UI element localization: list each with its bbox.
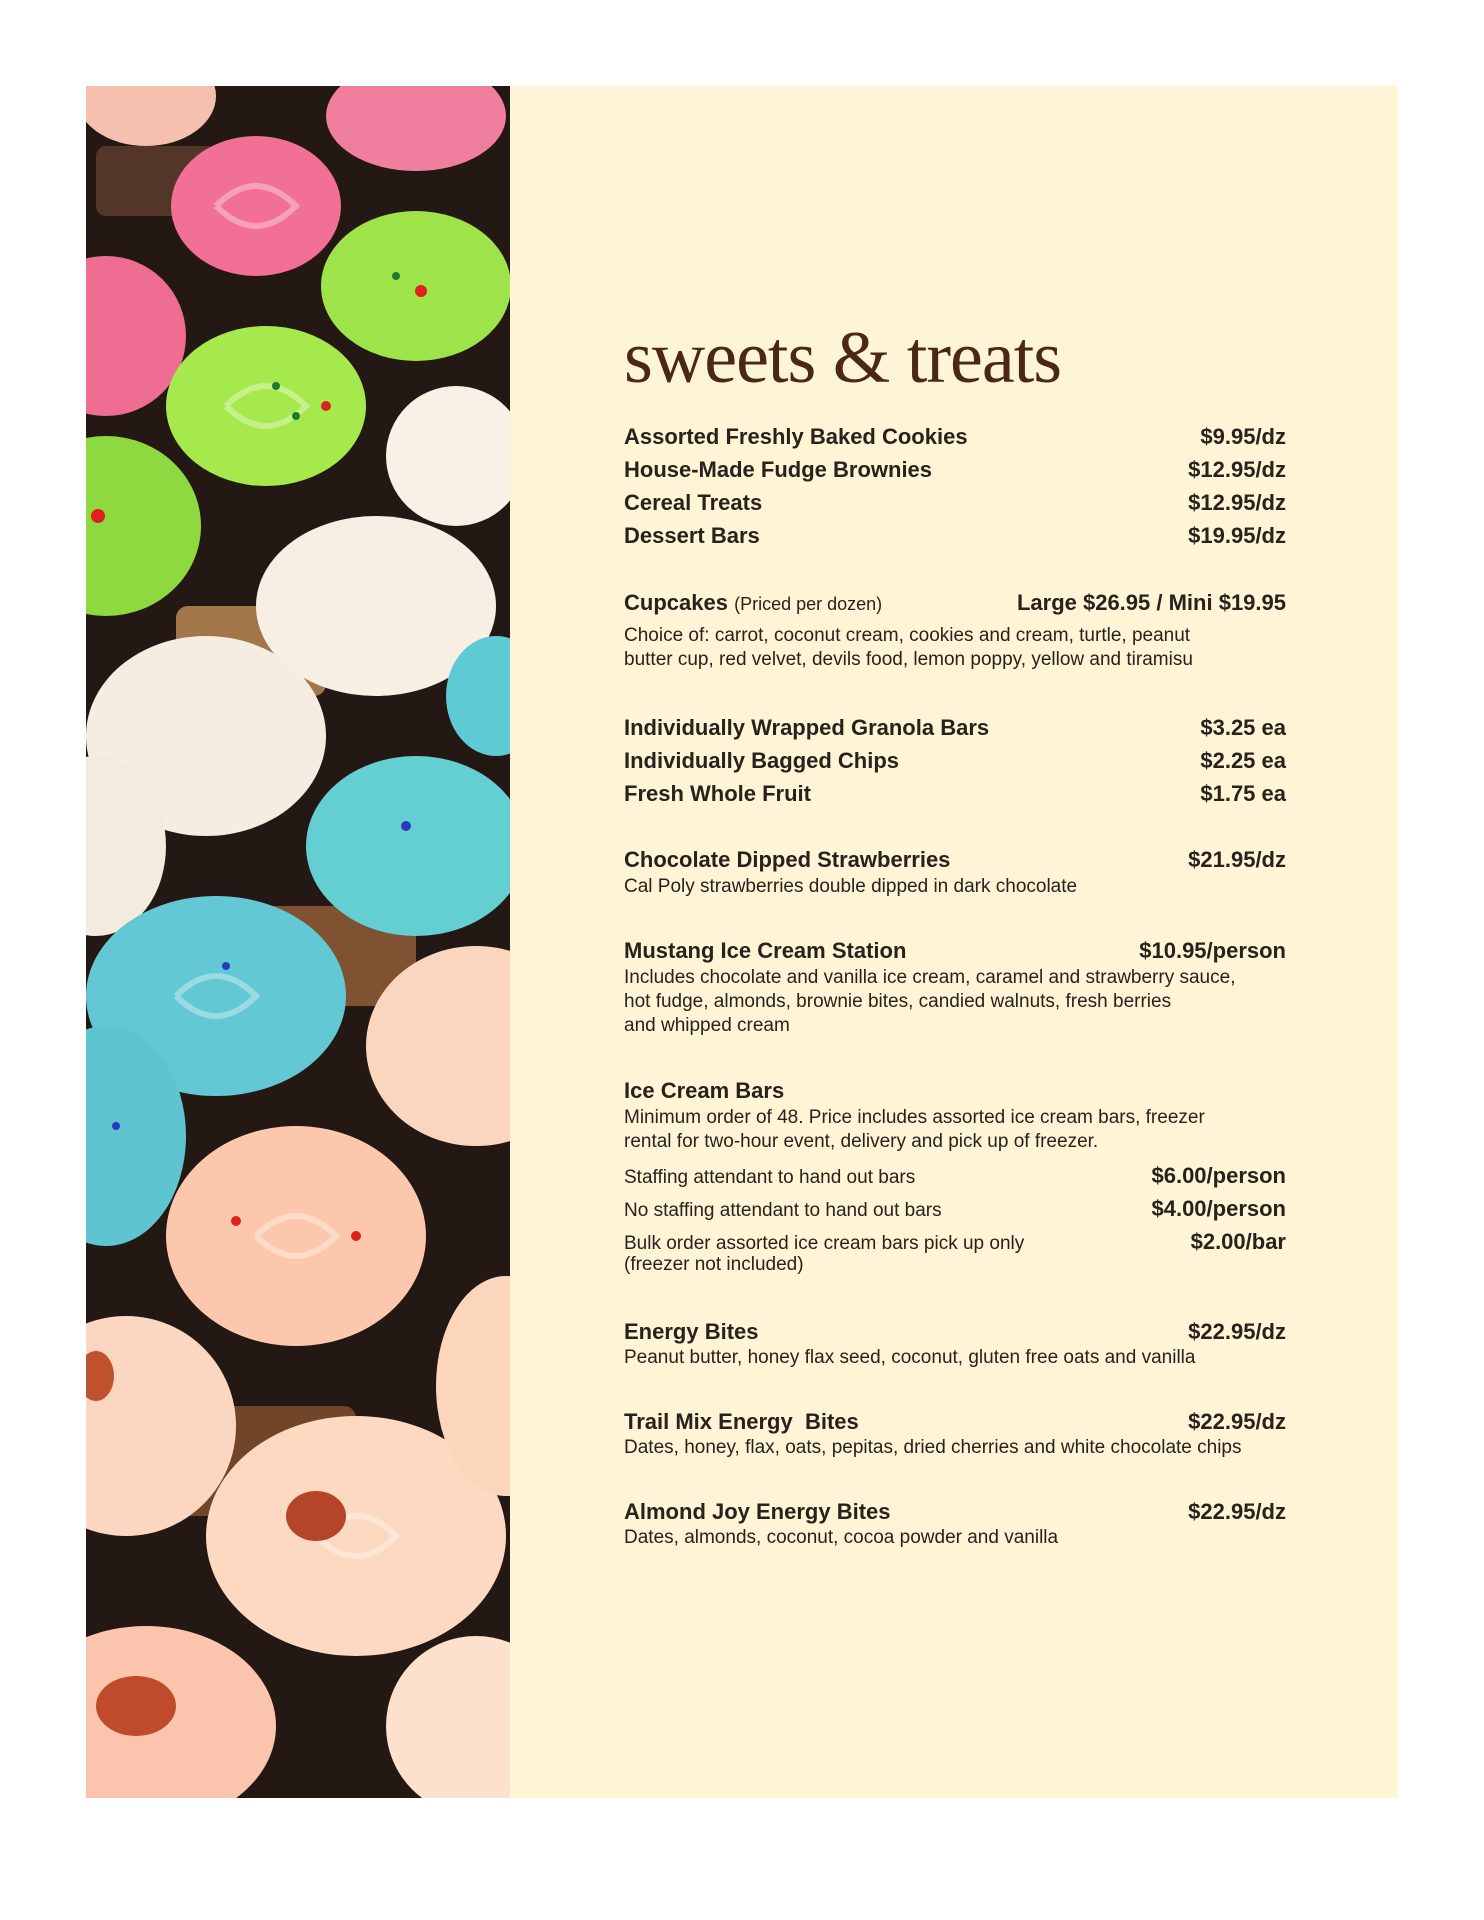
icecream-bars-option xyxy=(624,1196,1286,1222)
item-name: Mustang Ice Cream Station xyxy=(624,938,907,963)
item-price: $12.95/dz xyxy=(1188,457,1286,482)
item-price: $10.95/person xyxy=(1139,938,1286,963)
option-price: $6.00/person xyxy=(1151,1163,1286,1188)
menu-item xyxy=(624,457,1286,483)
menu-panel xyxy=(510,86,1398,1798)
item-price: Large $26.95 / Mini $19.95 xyxy=(1016,590,1286,615)
item-price: $9.95/dz xyxy=(1200,424,1286,449)
menu-item xyxy=(624,781,1286,807)
item-name xyxy=(624,590,882,616)
cupcakes-note: (Priced per dozen) xyxy=(734,594,883,614)
menu-item xyxy=(624,424,1286,450)
icecream-bars-description xyxy=(624,1106,1286,1154)
trail-mix-description: Dates, honey, flax, oats, pepitas, dried cherries and white chocolate chips xyxy=(624,1437,1242,1458)
cupcakes-illustration xyxy=(86,86,510,1798)
option-label: Bulk order assorted ice cream bars pick up only xyxy=(624,1233,1025,1254)
menu-item xyxy=(624,523,1286,549)
icecream-station-item xyxy=(624,938,1286,964)
menu-item xyxy=(624,490,1286,516)
item-name: Individually Bagged Chips xyxy=(624,748,900,773)
item-price: $1.75 ea xyxy=(1200,781,1286,806)
item-price: $21.95/dz xyxy=(1188,847,1286,872)
item-name: Fresh Whole Fruit xyxy=(624,781,811,806)
cupcakes-item xyxy=(624,590,1286,616)
item-name: Ice Cream Bars xyxy=(624,1078,785,1103)
icecream-bars-item xyxy=(624,1078,1286,1104)
menu-item xyxy=(624,748,1286,774)
option-label: No staffing attendant to hand out bars xyxy=(624,1200,942,1221)
option-price: $4.00/person xyxy=(1151,1196,1286,1221)
bulk-note: (freezer not included) xyxy=(624,1254,804,1275)
item-price: $22.95/dz xyxy=(1188,1499,1286,1524)
almond-joy-description: Dates, almonds, coconut, cocoa powder and vanilla xyxy=(624,1527,1059,1548)
energy-bites-description: Peanut butter, honey flax seed, coconut, gluten free oats and vanilla xyxy=(624,1347,1196,1368)
item-price: $3.25 ea xyxy=(1200,715,1286,740)
trail-mix-item xyxy=(624,1409,1286,1435)
desc-line: and whipped cream xyxy=(624,1015,790,1036)
almond-joy-item xyxy=(624,1499,1286,1525)
option-price: $2.00/bar xyxy=(1190,1229,1286,1254)
strawberries-item xyxy=(624,847,1286,873)
item-price: $22.95/dz xyxy=(1188,1409,1286,1434)
desc-line: Includes chocolate and vanilla ice cream, caramel and strawberry sauce, xyxy=(624,967,1236,988)
cupcakes-name: Cupcakes xyxy=(624,590,728,615)
icecream-station-description xyxy=(624,966,1286,1038)
strawberries-description: Cal Poly strawberries double dipped in dark chocolate xyxy=(624,876,1078,897)
icecream-bars-option xyxy=(624,1229,1286,1255)
item-price: $12.95/dz xyxy=(1188,490,1286,515)
energy-bites-item xyxy=(624,1319,1286,1345)
item-name: Dessert Bars xyxy=(624,523,760,548)
item-price: $19.95/dz xyxy=(1188,523,1286,548)
item-name: Trail Mix Energy Bites xyxy=(624,1409,859,1434)
item-name: House-Made Fudge Brownies xyxy=(624,457,933,482)
item-name: Energy Bites xyxy=(624,1319,759,1344)
desc-line: Choice of: carrot, coconut cream, cookies and cream, turtle, peanut xyxy=(624,625,1191,646)
menu-item xyxy=(624,715,1286,741)
cupcakes-description xyxy=(624,624,1286,672)
option-label: Staffing attendant to hand out bars xyxy=(624,1167,916,1188)
desc-line: rental for two-hour event, delivery and pick up of freezer. xyxy=(624,1131,1099,1152)
item-price: $22.95/dz xyxy=(1188,1319,1286,1344)
icecream-bars-option xyxy=(624,1163,1286,1189)
page-title: sweets & treats xyxy=(624,317,1062,399)
item-price: $2.25 ea xyxy=(1200,748,1286,773)
item-name: Individually Wrapped Granola Bars xyxy=(624,715,990,740)
cupcakes-photo xyxy=(86,86,510,1798)
desc-line: hot fudge, almonds, brownie bites, candied walnuts, fresh berries xyxy=(624,991,1172,1012)
item-name: Almond Joy Energy Bites xyxy=(624,1499,891,1524)
desc-line: Minimum order of 48. Price includes assorted ice cream bars, freezer xyxy=(624,1107,1205,1128)
desc-line: butter cup, red velvet, devils food, lemon poppy, yellow and tiramisu xyxy=(624,649,1193,670)
item-name: Cereal Treats xyxy=(624,490,763,515)
item-name: Assorted Freshly Baked Cookies xyxy=(624,424,968,449)
item-name: Chocolate Dipped Strawberries xyxy=(624,847,951,872)
